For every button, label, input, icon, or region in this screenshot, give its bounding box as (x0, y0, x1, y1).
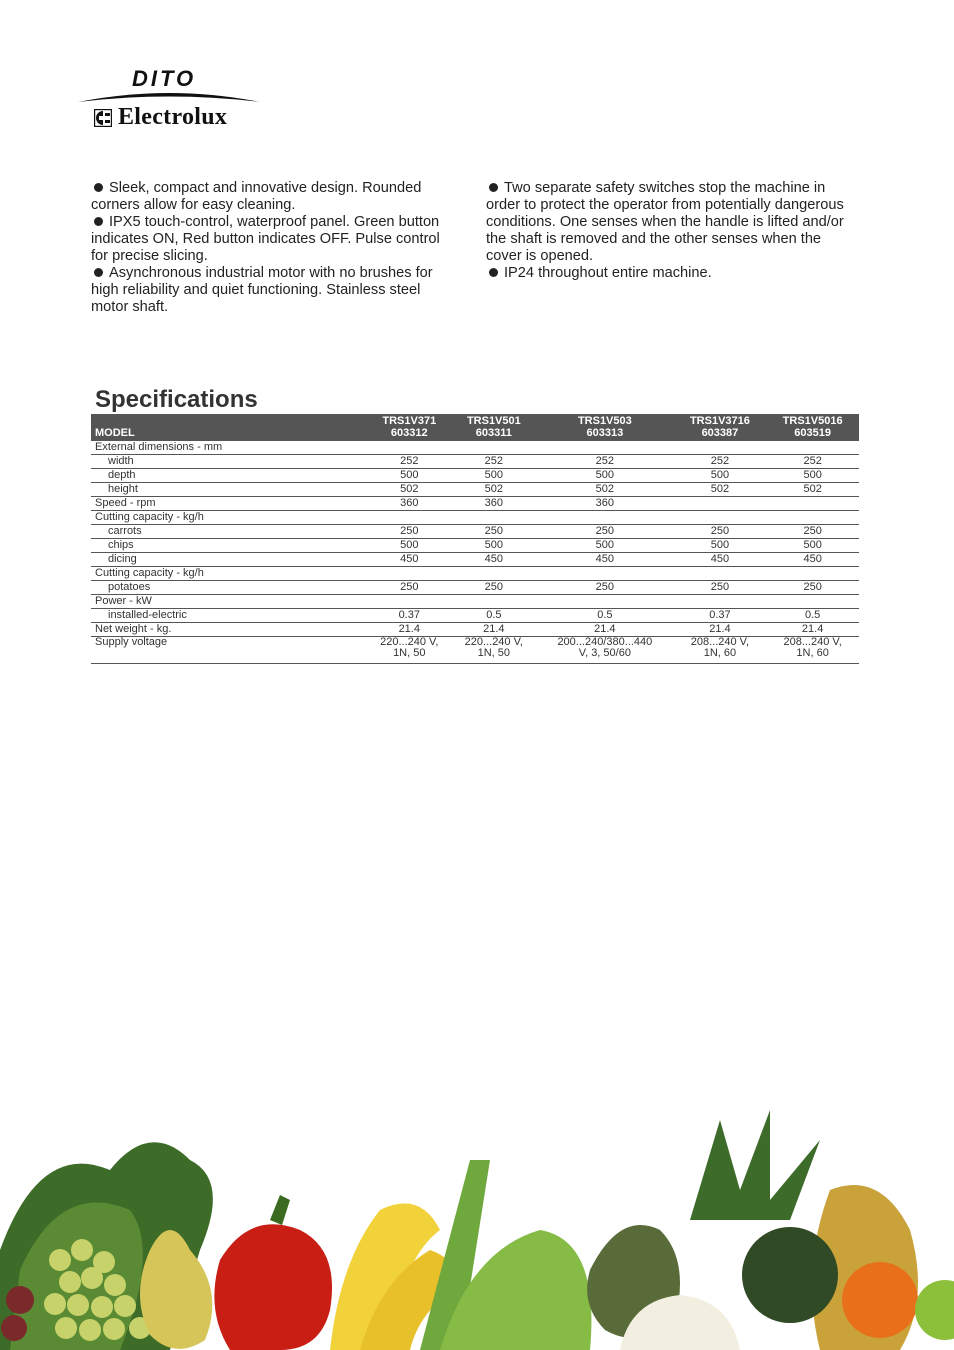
cell (367, 511, 452, 525)
row-label: Cutting capacity - kg/h (91, 567, 367, 581)
cell (766, 511, 859, 525)
table-row (91, 553, 859, 567)
cell: 0.5 (452, 609, 537, 623)
cell: 360 (367, 497, 452, 511)
cell: 450 (674, 553, 767, 567)
table-row (91, 581, 859, 595)
cell (452, 567, 537, 581)
row-label: External dimensions - mm (91, 441, 367, 455)
row-label: potatoes (91, 581, 367, 595)
cell (674, 595, 767, 609)
cell: 21.4 (766, 623, 859, 637)
model-header: MODEL (91, 414, 367, 441)
table-row (91, 539, 859, 553)
feature-item: IPX5 touch-control, waterproof panel. Green button indicates ON, Red button indicates OFF. Pulse control for precise slicing. (91, 214, 440, 264)
row-label: Net weight - kg. (91, 623, 367, 637)
electrolux-logo-icon (94, 109, 112, 127)
features-right (486, 180, 858, 282)
table-row (91, 469, 859, 483)
row-label: Power - kW (91, 595, 367, 609)
table-row (91, 525, 859, 539)
cell: 500 (766, 539, 859, 553)
cell: 0.37 (367, 609, 452, 623)
model-column-header: TRS1V501 603311 (452, 414, 537, 441)
cell: 500 (536, 469, 673, 483)
cell (452, 511, 537, 525)
cell: 502 (674, 483, 767, 497)
features-left (91, 180, 453, 316)
cell: 250 (674, 525, 767, 539)
row-label: chips (91, 539, 367, 553)
cell: 252 (536, 455, 673, 469)
cell (367, 441, 452, 455)
cell: 502 (367, 483, 452, 497)
cell: 250 (674, 581, 767, 595)
table-row (91, 595, 859, 609)
row-label: Cutting capacity - kg/h (91, 511, 367, 525)
cell: 0.5 (766, 609, 859, 623)
table-row (91, 623, 859, 637)
cell (674, 567, 767, 581)
model-column-header: TRS1V5016 603519 (766, 414, 859, 441)
table-header-row (91, 414, 859, 441)
cell: 500 (674, 469, 767, 483)
cell: 252 (452, 455, 537, 469)
cell: 0.37 (674, 609, 767, 623)
row-label: dicing (91, 553, 367, 567)
row-label: Supply voltage (91, 637, 367, 664)
bullet-icon (94, 217, 103, 226)
cell: 450 (452, 553, 537, 567)
cell (536, 595, 673, 609)
feature-item: Two separate safety switches stop the machine in order to protect the operator from potentially dangerous conditions. One senses when the handle is lifted and/or the shaft is removed and the other senses when the cover is opened. (486, 180, 844, 264)
table-row (91, 511, 859, 525)
cell: 250 (536, 581, 673, 595)
brand-logo (76, 64, 262, 136)
cell: 360 (452, 497, 537, 511)
specifications-table (91, 414, 859, 664)
row-label: width (91, 455, 367, 469)
specifications-title: Specifications (95, 386, 258, 413)
cell: 500 (452, 539, 537, 553)
vegetables-fruits-photo (0, 1100, 954, 1350)
cell: 500 (452, 469, 537, 483)
cell: 252 (766, 455, 859, 469)
table-row (91, 441, 859, 455)
cell: 250 (367, 525, 452, 539)
cell: 208...240 V, 1N, 60 (766, 637, 859, 664)
cell: 502 (536, 483, 673, 497)
electrolux-brand (94, 104, 227, 131)
cell: 208...240 V, 1N, 60 (674, 637, 767, 664)
logo-swoosh (76, 90, 262, 104)
cell: 21.4 (452, 623, 537, 637)
cell: 21.4 (367, 623, 452, 637)
feature-item: Asynchronous industrial motor with no brushes for high reliability and quiet functioning. Stainless steel motor shaft. (91, 265, 433, 315)
cell (367, 595, 452, 609)
model-column-header: TRS1V503 603313 (536, 414, 673, 441)
cell: 502 (766, 483, 859, 497)
bullet-icon (489, 268, 498, 277)
cell: 500 (674, 539, 767, 553)
cell (367, 567, 452, 581)
cell: 21.4 (536, 623, 673, 637)
feature-item: IP24 throughout entire machine. (486, 265, 858, 282)
cell: 450 (766, 553, 859, 567)
cell: 220...240 V, 1N, 50 (367, 637, 452, 664)
table-row (91, 567, 859, 581)
cell: 252 (674, 455, 767, 469)
cell: 450 (536, 553, 673, 567)
bullet-icon (94, 268, 103, 277)
table-row (91, 637, 859, 664)
cell: 250 (452, 525, 537, 539)
cell: 0.5 (536, 609, 673, 623)
cell (674, 497, 767, 511)
cell (674, 511, 767, 525)
feature-item: Sleek, compact and innovative design. Rounded corners allow for easy cleaning. (91, 180, 422, 213)
cell (766, 497, 859, 511)
cell: 200...240/380...440 V, 3, 50/60 (536, 637, 673, 664)
cell: 500 (367, 539, 452, 553)
table-row (91, 455, 859, 469)
bullet-icon (94, 183, 103, 192)
model-column-header: TRS1V3716 603387 (674, 414, 767, 441)
row-label: Speed - rpm (91, 497, 367, 511)
cell (452, 595, 537, 609)
cell: 220...240 V, 1N, 50 (452, 637, 537, 664)
cell: 250 (452, 581, 537, 595)
cell: 360 (536, 497, 673, 511)
cell (536, 567, 673, 581)
cell: 252 (367, 455, 452, 469)
cell: 500 (367, 469, 452, 483)
cell (452, 441, 537, 455)
cell (536, 441, 673, 455)
cell (766, 595, 859, 609)
table-row (91, 483, 859, 497)
row-label: installed-electric (91, 609, 367, 623)
cell: 500 (766, 469, 859, 483)
cell: 250 (536, 525, 673, 539)
model-column-header: TRS1V371 603312 (367, 414, 452, 441)
row-label: depth (91, 469, 367, 483)
bullet-icon (489, 183, 498, 192)
cell (766, 441, 859, 455)
cell: 250 (766, 525, 859, 539)
sub-brand-logo: DITO (132, 66, 197, 91)
cell (536, 511, 673, 525)
table-row (91, 609, 859, 623)
cell: 502 (452, 483, 537, 497)
cell: 21.4 (674, 623, 767, 637)
cell: 500 (536, 539, 673, 553)
cell: 250 (766, 581, 859, 595)
cell (674, 441, 767, 455)
row-label: height (91, 483, 367, 497)
cell: 450 (367, 553, 452, 567)
brand-name: Electrolux (118, 104, 228, 130)
row-label: carrots (91, 525, 367, 539)
cell: 250 (367, 581, 452, 595)
cell (766, 567, 859, 581)
table-row (91, 497, 859, 511)
